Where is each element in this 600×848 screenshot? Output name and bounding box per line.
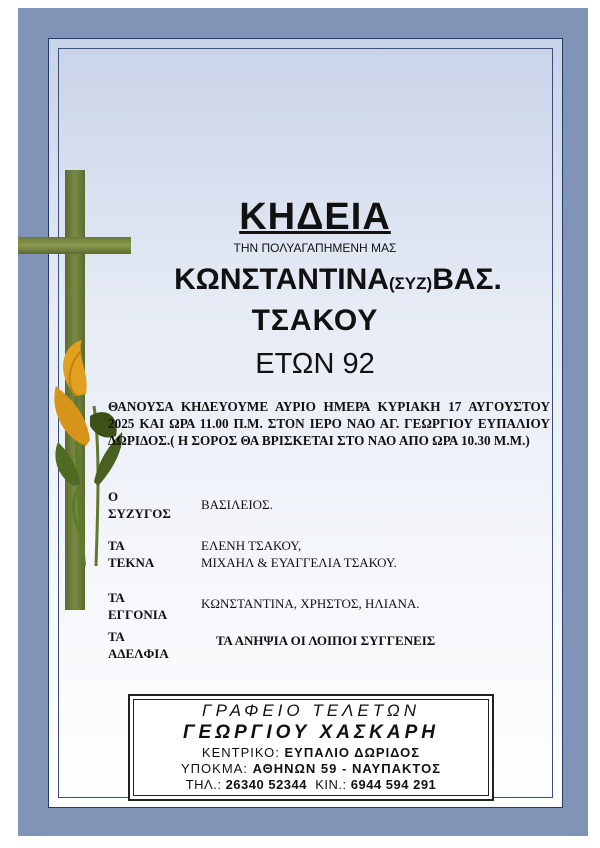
spouse-name-abbrev: ΒΑΣ. xyxy=(432,263,502,296)
spouse-abbrev: (ΣΥΖ) xyxy=(388,274,433,293)
relative-label: ΤΑ ΑΔΕΛΦΙΑ xyxy=(108,629,169,661)
relative-children xyxy=(108,537,548,571)
relative-siblings xyxy=(108,628,548,662)
relative-value: ΒΑΣΙΛΕΙΟΣ. xyxy=(201,497,273,512)
funeral-home-line1: ΓΡΑΦΕΙΟ ΤΕΛΕΤΩΝ xyxy=(201,701,421,720)
relative-label: Ο ΣΥΖΥΓΟΣ xyxy=(108,489,171,521)
relative-value: ΕΛΕΝΗ ΤΣΑΚΟΥ, ΜΙΧΑΗΛ & ΕΥΑΓΓΕΛΙΑ ΤΣΑΚΟΥ. xyxy=(201,538,397,570)
notice-subtitle: ΤΗΝ ΠΟΛΥΑΓΑΠΗΜΕΝΗ ΜΑΣ xyxy=(233,241,397,255)
funeral-home-branch: ΥΠΟΚΜΑ: ΑΘΗΝΩΝ 59 - ΝΑΥΠΑΚΤΟΣ xyxy=(180,761,441,776)
notice-title: ΚΗΔΕΙΑ xyxy=(239,196,391,238)
deceased-age: ΕΤΩΝ 92 xyxy=(255,348,375,380)
relative-label: ΤΑ ΤΕΚΝΑ xyxy=(108,538,155,570)
relative-grandchildren xyxy=(108,589,548,623)
relative-value: ΤΑ ΑΝΗΨΙΑ ΟΙ ΛΟΙΠΟΙ ΣΥΓΓΕΝΕΙΣ xyxy=(216,633,436,648)
relative-label: ΤΑ ΕΓΓΟΝΙΑ xyxy=(108,590,168,622)
funeral-announcement: ΘΑΝΟΥΣΑ ΚΗΔΕΥΟΥΜΕ ΑΥΡΙΟ ΗΜΕΡΑ ΚΥΡΙΑΚΗ 17 ΑΥΓΟΥΣΤΟΥ 2025 ΚΑΙ ΩΡΑ 11.00 Π.Μ. ΣΤΟΝ ΙΕΡΟ ΝΑΟ ΑΓ. ΓΕΩΡΓΙΟΥ ΕΥΠΑΛΙΟΥ ΔΩΡΙΔΟΣ.( Η ΣΟΡΟΣ ΘΑ ΒΡΙΣΚΕΤΑΙ ΣΤΟ ΝΑΟ ΑΠΟ ΩΡΑ 10.30 Μ.Μ.) xyxy=(108,399,550,448)
funeral-home-inner-border xyxy=(133,699,489,796)
cross-horizontal-beam xyxy=(18,237,131,254)
funeral-home-phones: ΤΗΛ.: 26340 52344 ΚΙΝ.: 6944 594 291 xyxy=(185,777,437,792)
funeral-home-box xyxy=(128,694,494,801)
funeral-home-name: ΓΕΩΡΓΙΟΥ ΧΑΣΚΑΡΗ xyxy=(182,722,440,743)
first-name: ΚΩΝΣΤΑΝΤΙΝΑ xyxy=(174,263,389,296)
deceased-name xyxy=(128,263,548,297)
calla-lily-icon xyxy=(46,336,126,566)
funeral-home-main-office: ΚΕΝΤΡΙΚΟ: ΕΥΠΑΛΙΟ ΔΩΡΙΔΟΣ xyxy=(201,745,421,760)
deceased-surname: ΤΣΑΚΟΥ xyxy=(251,304,379,337)
relative-spouse xyxy=(108,488,548,522)
relative-value: ΚΩΝΣΤΑΝΤΙΝΑ, ΧΡΗΣΤΟΣ, ΗΛΙΑΝΑ. xyxy=(201,596,420,611)
